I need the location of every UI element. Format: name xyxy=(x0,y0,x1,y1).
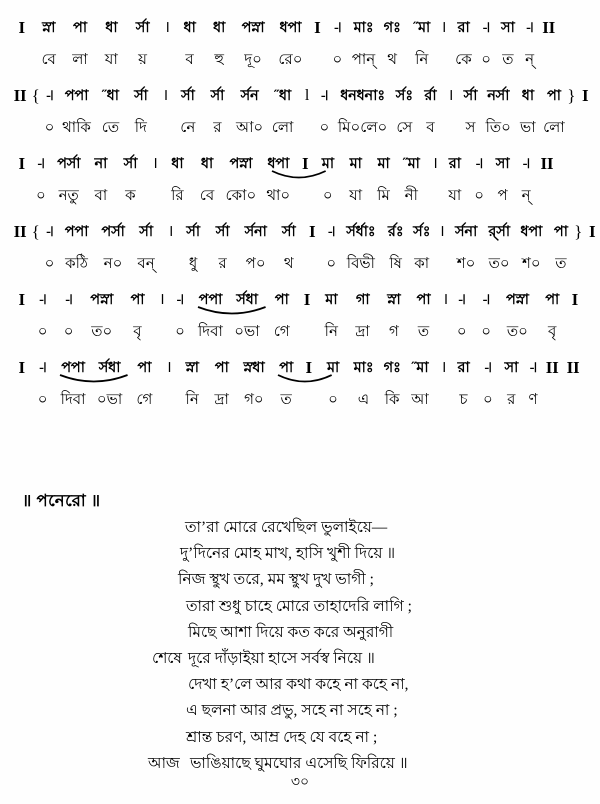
barline-mark: I xyxy=(302,154,309,173)
lyric-syllable: তে xyxy=(101,120,120,136)
lyric-syllable: দ্রা xyxy=(214,392,229,408)
lyric-syllable: যা xyxy=(448,188,462,204)
lyric-syllable: হু xyxy=(214,52,224,68)
swara-note: র্সা xyxy=(123,156,138,172)
lyric-syllable: ন্ xyxy=(525,52,535,68)
lyric-syllable: এ xyxy=(357,392,370,408)
lyric-syllable: ভা xyxy=(520,120,536,136)
swara-note: র্সা xyxy=(281,224,296,240)
swara-note: র্সঃ xyxy=(395,88,413,104)
swara-note: পা xyxy=(73,20,87,36)
lyric-syllable: যা xyxy=(349,188,363,204)
swara-note: ধা xyxy=(200,156,214,172)
lyric-syllable: সে xyxy=(396,120,413,136)
lyric-syllable: ন্ xyxy=(521,188,531,204)
poem-line-text: তা’রা মোরে রেখেছিল ভুলাইয়ে— xyxy=(185,519,388,536)
lyric-syllable: আ০ xyxy=(235,120,264,136)
swara-note: পা xyxy=(546,88,561,104)
swara-note: -৷ xyxy=(522,156,530,172)
lyric-syllable: থ xyxy=(283,256,294,272)
swara-note: -৷ xyxy=(39,360,47,376)
lyric-row xyxy=(0,46,600,76)
swara-note: ˝মা xyxy=(413,20,431,36)
swara-note: -৷ xyxy=(65,292,73,308)
swara-note: ধপা xyxy=(520,224,543,240)
barline-mark: l xyxy=(304,87,310,104)
barline-mark: { xyxy=(31,86,40,105)
swara-note: -৷ xyxy=(458,292,466,308)
lyric-syllable: দ্রা xyxy=(355,324,370,340)
barline-mark: II xyxy=(540,154,554,173)
barline-mark: I xyxy=(314,18,321,37)
lyric-syllable: ত xyxy=(555,256,567,272)
swara-note: গা xyxy=(355,292,370,308)
swara-note: পস্না xyxy=(241,20,265,36)
barline-mark: { xyxy=(31,222,40,241)
notation-system xyxy=(0,14,600,82)
swara-note: ধা xyxy=(183,20,196,36)
lyric-syllable: ত০ xyxy=(488,256,510,272)
lyric-syllable: ত০ xyxy=(91,324,113,340)
poem-line-text: দেখা হ’লে আর কথা কহে না কহে না, xyxy=(188,676,409,694)
swara-note: নর্সা xyxy=(487,88,510,104)
lyric-syllable: লো xyxy=(543,120,565,136)
lyric-syllable: মি xyxy=(377,188,390,204)
swara-note: পপা xyxy=(61,360,85,376)
swara-note: -৷ xyxy=(333,20,341,36)
lyric-syllable: ত xyxy=(502,52,514,68)
swara-note: মা xyxy=(349,156,362,172)
lyric-syllable: য় xyxy=(138,52,148,68)
lyric-syllable: ব xyxy=(185,52,194,68)
lyric-syllable: ০ xyxy=(474,188,484,204)
lyric-syllable: নি xyxy=(415,52,429,68)
lyric-syllable: কো০ xyxy=(225,188,257,204)
swara-note: -৷ xyxy=(176,292,184,308)
lyric-syllable: ধু xyxy=(188,256,198,272)
barline-mark: । xyxy=(162,87,169,104)
barline-mark: I xyxy=(571,290,578,309)
barline-mark: I xyxy=(582,86,589,105)
lyric-syllable: ষি xyxy=(389,256,402,272)
lyric-syllable: নে xyxy=(180,120,196,136)
barline-mark: II xyxy=(542,18,556,37)
barline-mark: II xyxy=(13,86,27,105)
swara-note: রা xyxy=(457,360,470,376)
barline-mark: II xyxy=(566,358,580,377)
lyric-syllable: বে xyxy=(199,188,215,204)
swara-note: ধপা xyxy=(279,20,302,36)
swara-row xyxy=(0,286,600,318)
swara-note: র্সধা xyxy=(236,292,258,308)
swara-note: পা xyxy=(274,292,289,308)
swara-note: -৷ xyxy=(482,20,490,36)
poem-line xyxy=(0,621,600,647)
swara-note: র্সনা xyxy=(455,224,478,240)
swara-note: র্র্সা xyxy=(488,224,510,240)
swara-note: র্সা xyxy=(463,88,478,104)
poem-line xyxy=(0,726,600,752)
section-title: ॥ পনেরো ॥ xyxy=(22,491,101,510)
swara-row xyxy=(0,150,600,182)
poem-line xyxy=(0,647,600,673)
swara-note: র্সঃ xyxy=(413,224,431,240)
lyric-syllable: ০ xyxy=(35,188,46,204)
lyric-syllable: ত xyxy=(417,324,430,340)
swara-note: -৷ xyxy=(484,360,492,376)
swara-note: -৷ xyxy=(475,156,483,172)
swara-note: ধনধনাঃ xyxy=(340,88,385,104)
lyric-syllable: ০ xyxy=(322,188,333,204)
lyric-syllable: নতু xyxy=(58,188,79,204)
barline-mark: I xyxy=(588,222,596,241)
barline-mark: I xyxy=(305,358,312,377)
swara-note: পা xyxy=(130,292,145,308)
lyric-syllable: দূ০ xyxy=(244,52,262,68)
swara-note: ˝মা xyxy=(411,360,429,376)
swara-note: পস্না xyxy=(90,292,114,308)
swara-note: মা xyxy=(325,292,338,308)
swara-note: ˝ধা xyxy=(274,88,291,104)
lyric-syllable: বৃ xyxy=(133,324,142,340)
lyric-syllable: ০ xyxy=(456,324,467,340)
lyric-syllable: প xyxy=(497,188,508,204)
swara-note: পস্না xyxy=(505,292,529,308)
poem-line-text: তারা শুধু চাহে মোরে তাহাদেরি লাগি ; xyxy=(186,597,412,615)
barline-mark: I xyxy=(303,290,311,309)
lyric-syllable: ণ xyxy=(528,392,538,408)
poem-line-text: দু’দিনের মোহ মাখ, হাসি খুশী দিয়ে ॥ xyxy=(180,545,396,563)
lyric-syllable: র xyxy=(213,120,222,136)
lyric-row xyxy=(0,250,600,280)
lyric-syllable: ০ xyxy=(63,324,74,340)
notation-system xyxy=(0,82,600,150)
swara-note: পা xyxy=(279,360,293,376)
lyric-syllable: কা xyxy=(414,256,430,272)
lyric-syllable: চ xyxy=(459,392,468,408)
swara-note: ধপা xyxy=(267,156,290,172)
swara-note: -৷ xyxy=(46,88,53,104)
lyric-syllable: রে০ xyxy=(278,52,303,68)
lyric-syllable: বে xyxy=(41,52,56,68)
swara-row xyxy=(0,82,600,114)
lyric-syllable: ০ xyxy=(326,256,337,272)
barline-mark: } xyxy=(567,86,576,105)
lyric-syllable: ০ xyxy=(482,392,493,408)
swara-row xyxy=(0,354,600,386)
barline-mark: । xyxy=(164,19,170,36)
swara-row xyxy=(0,218,600,250)
lyric-syllable: দি xyxy=(134,120,147,136)
lyric-syllable: ০ xyxy=(328,392,338,408)
lyric-syllable: শ০ xyxy=(456,256,476,272)
barline-mark: । xyxy=(447,87,454,104)
swara-note: স্না xyxy=(185,360,199,376)
swara-note: -৷ xyxy=(37,156,45,172)
swara-note: ধা xyxy=(105,20,118,36)
lyric-syllable: লো xyxy=(271,120,294,136)
poem-line-text: মিছে আশা দিয়ে কত করে অনুরাগী xyxy=(188,623,394,641)
swara-note: র্সা xyxy=(139,224,153,240)
swara-note: পর্সা xyxy=(101,224,125,240)
swara-note: স্না xyxy=(387,292,401,308)
lyric-syllable: ত০ xyxy=(506,324,528,340)
lyric-syllable: থ xyxy=(387,52,398,68)
swara-note: র্সা xyxy=(186,224,200,240)
lyric-syllable: মি০লে০ xyxy=(337,120,388,136)
barline-mark: I xyxy=(308,222,316,241)
poem-line xyxy=(0,516,600,542)
lyric-syllable: ০ xyxy=(175,324,185,340)
lyric-syllable: বিভী xyxy=(346,256,375,272)
poem-line-text: এ ছলনা আর প্রভু, সহে না সহে না ; xyxy=(186,702,398,720)
barline-mark: । xyxy=(442,291,449,308)
lyric-syllable: দিবা xyxy=(60,392,86,408)
lyric-syllable: ০ xyxy=(44,256,55,272)
swara-note: র্সধা xyxy=(98,360,121,376)
swara-note: না xyxy=(94,156,108,172)
swara-note: পা xyxy=(416,292,431,308)
swara-note: র্সনা xyxy=(244,224,267,240)
swara-note: র্সন xyxy=(240,88,259,104)
swara-note: র্সা xyxy=(135,20,150,36)
poem-line-text: শ্রান্ত চরণ, আম্র দেহ যে বহে না ; xyxy=(186,728,378,746)
barline-mark: II xyxy=(13,222,27,241)
notation-system xyxy=(0,150,600,218)
barline-mark: I xyxy=(18,154,25,173)
swara-note: পস্না xyxy=(229,156,253,172)
swara-note: র্সর্ধাঃ xyxy=(346,224,376,240)
swara-note: -৷ xyxy=(529,360,537,376)
lyric-syllable: ত xyxy=(280,392,292,408)
lyric-syllable: র xyxy=(507,392,516,408)
lyric-syllable: বন্ xyxy=(137,256,155,272)
lyric-syllable: লা xyxy=(72,52,88,68)
swara-note: -৷ xyxy=(526,20,533,36)
lyric-syllable: যা xyxy=(104,52,118,68)
poem-line xyxy=(0,699,600,725)
swara-note: রা xyxy=(457,20,470,36)
swara-note: রা xyxy=(448,156,461,172)
barline-mark: I xyxy=(18,290,25,309)
swara-note: পা xyxy=(214,360,229,376)
poem-lines xyxy=(0,516,600,778)
swara-note: সা xyxy=(501,20,515,36)
swara-note: পা xyxy=(545,292,560,308)
lyric-syllable: ০ xyxy=(332,52,343,68)
barline-mark: । xyxy=(167,223,174,240)
notation-system xyxy=(0,286,600,354)
lyric-syllable: কি xyxy=(384,392,400,408)
lyric-syllable: থা০ xyxy=(266,188,291,204)
swara-note: -৷ xyxy=(327,224,335,240)
swara-note: মাঃ xyxy=(353,360,374,376)
lyric-syllable: ০ xyxy=(37,392,48,408)
poem-line xyxy=(0,542,600,568)
lyric-syllable: পান্ xyxy=(351,52,376,68)
swaralipi-notation-block xyxy=(0,14,600,422)
poem-margin-note: শেষে xyxy=(152,649,182,667)
swara-note: মাঃ xyxy=(353,20,374,36)
lyric-syllable: নি xyxy=(185,392,199,408)
poem-line xyxy=(0,673,600,699)
swara-note: র্সা xyxy=(215,224,230,240)
lyric-syllable: ০ xyxy=(319,120,330,136)
barline-mark: । xyxy=(151,155,158,172)
barline-mark: । xyxy=(158,291,165,308)
poem-line xyxy=(0,595,600,621)
lyric-syllable: ০ xyxy=(481,52,491,68)
swara-note: ধা xyxy=(213,20,226,36)
lyric-syllable: তি০ xyxy=(485,120,511,136)
lyric-syllable: কে xyxy=(455,52,472,68)
swara-note: -৷ xyxy=(320,88,328,104)
barline-mark: I xyxy=(18,18,25,37)
poem-line-text: নিজ স্থুখ তরে, মম স্থুখ দুখ ভাগী ; xyxy=(178,571,375,589)
barline-mark: । xyxy=(165,359,172,376)
lyric-syllable: র xyxy=(218,256,227,272)
lyric-syllable: বা xyxy=(94,188,108,204)
swara-note: র্সা xyxy=(210,88,225,104)
lyric-syllable: ০ভা xyxy=(96,392,123,408)
lyric-syllable: গে xyxy=(273,324,290,340)
lyric-syllable: বৃ xyxy=(547,324,557,340)
lyric-syllable: আ xyxy=(411,392,429,408)
swara-note: ˝মা xyxy=(402,156,420,172)
lyric-syllable: নি xyxy=(324,324,338,340)
lyric-syllable: থাকি xyxy=(62,120,91,136)
barline-mark: । xyxy=(438,223,445,240)
lyric-syllable: ন০ xyxy=(103,256,123,272)
notation-system xyxy=(0,354,600,422)
swara-note: র্রা xyxy=(424,88,437,104)
lyric-syllable: প০ xyxy=(245,256,266,272)
lyric-syllable: নী xyxy=(404,188,418,204)
lyric-syllable: শ০ xyxy=(521,256,541,272)
poem-line-text: ভাঙিয়াছে ঘুমঘোর এসেছি ফিরিয়ে ॥ xyxy=(190,754,408,772)
swara-note: র্সা xyxy=(134,88,148,104)
swara-note: ˝ধা xyxy=(102,88,119,104)
barline-mark: । xyxy=(440,359,447,376)
swara-note: -৷ xyxy=(46,224,53,240)
swara-note: র্সা xyxy=(181,88,195,104)
lyric-syllable: ০ভা xyxy=(234,324,260,340)
lyric-syllable: ০ xyxy=(37,324,48,340)
poem-line-text: দূরে দাঁড়াইয়া হাসে সর্বস্ব নিয়ে ॥ xyxy=(188,649,375,667)
lyric-row xyxy=(0,386,600,416)
swara-row xyxy=(0,14,600,46)
barline-mark: । xyxy=(440,19,447,36)
swara-note: সা xyxy=(504,360,519,376)
swara-note: পপা xyxy=(198,292,223,308)
lyric-syllable: রি xyxy=(171,188,184,204)
swara-note: পপা xyxy=(64,88,89,104)
swara-note: -৷ xyxy=(39,292,47,308)
swara-note: ধা xyxy=(171,156,184,172)
lyric-syllable: ০ xyxy=(481,324,491,340)
lyric-syllable: ০ xyxy=(44,120,55,136)
lyric-syllable: কঠি xyxy=(65,256,88,272)
swara-note: স্নধা xyxy=(243,360,265,376)
lyric-syllable: গ০ xyxy=(244,392,264,408)
swara-note: মা xyxy=(327,360,340,376)
barline-mark: } xyxy=(574,222,583,241)
swara-note: -৷ xyxy=(482,292,490,308)
lyric-row xyxy=(0,318,600,348)
barline-mark: II xyxy=(545,358,559,377)
swara-note: মা xyxy=(377,156,390,172)
lyric-syllable: গ xyxy=(388,324,399,340)
page-number: ৩০ xyxy=(290,775,310,790)
swara-note: ধা xyxy=(521,88,534,104)
lyric-syllable: ক xyxy=(125,188,136,204)
swara-note: পর্সা xyxy=(57,156,81,172)
barline-mark: I xyxy=(18,358,25,377)
swara-note: মা xyxy=(321,156,334,172)
lyric-syllable: গে xyxy=(136,392,153,408)
barline-mark: । xyxy=(431,155,438,172)
poem-margin-note: আজ xyxy=(148,754,180,772)
notation-system xyxy=(0,218,600,286)
lyric-row xyxy=(0,114,600,144)
poem-line xyxy=(0,568,600,594)
swara-note: সা xyxy=(495,156,510,172)
swara-note: র্রঃ xyxy=(387,224,404,240)
lyric-row xyxy=(0,182,600,212)
lyric-syllable: স xyxy=(465,120,476,136)
swara-note: পা xyxy=(553,224,568,240)
swara-note: পপা xyxy=(64,224,89,240)
lyric-syllable: ব xyxy=(426,120,435,136)
swara-note: গঃ xyxy=(383,360,401,376)
swara-note: পা xyxy=(137,360,152,376)
lyric-syllable: দিবা xyxy=(197,324,223,340)
swara-note: গঃ xyxy=(383,20,401,36)
swara-note: স্না xyxy=(42,20,56,36)
